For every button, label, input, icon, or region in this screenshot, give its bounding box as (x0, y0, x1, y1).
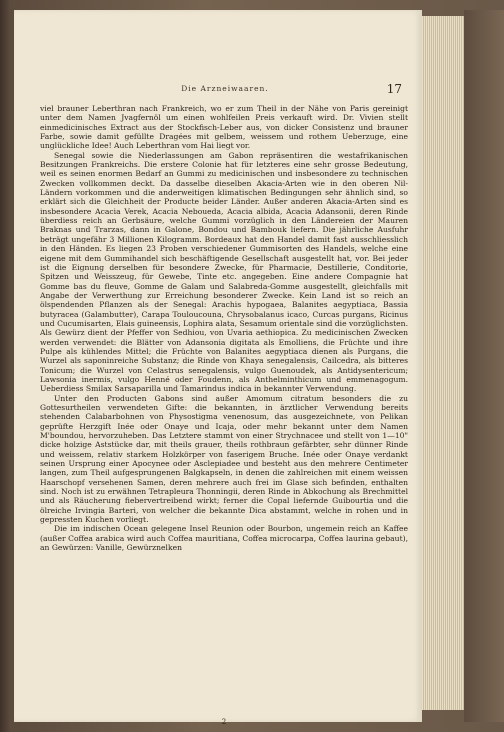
paragraph-cod-liver-oil: viel brauner Leberthran nach Frankreich, wo er zum Theil in der Nähe von Paris gereinigt unter dem Namen Jvagfernöl um einen wohlfeilen Preis verkauft wird. Dr. Vivien stellt einmedicinisches Extract aus der Stockfisch-Leber aus, von dicker Consistenz und brauner Farbe, sowie damit gefüllte Dragées mit gelbem, weissem und rothem Ueberzuge, eine unglückliche Idee! Auch Leberthran vom Hai liegt vor. (40, 104, 408, 151)
running-title: Die Arzneiwaaren. (181, 84, 269, 93)
page-edges (422, 16, 466, 710)
body-text (40, 104, 408, 726)
book-cover-edge (464, 10, 504, 722)
page-header (40, 84, 410, 98)
paragraph-gabon: Unter den Producten Gabons sind außer Amomum citratum besonders die zu Gottesurtheilen verwendeten Gifte: die bekannten, in ärztlicher Verwendung bereits stehenden Calabarbohnen von Physostigma venenosum, das ausgezeichnete, von Pelikan geprüfte Herzgift Inée oder Onaye und Icaja, oder mehr bekannt unter dem Namen M'boundou, hervorzuheben. Das Letztere stammt von einer Strychnacee und stellt von 1—10" dicke holzige Aststücke dar, mit theils grauer, theils rothbraun gefärbter, sehr dünner Rinde und weissem, relativ starkem Holzkörper von faserigem Bruche. Inée oder Onaye verdankt seinen Ursprung einer Apocynee oder Asclepiadee und besteht aus den mehrere Centimeter langen, zum Theil aufgesprungenen Balgkapseln, in denen die zahlreichen mit einem weissen Haarschopf versehenen Samen, deren mehrere auch frei im Glase sich befinden, enthalten sind. Noch ist zu erwähnen Tetrapleura Thonningii, deren Rinde in Abkochung als Brechmittel und als Räucherung fiebervertreibend wirkt; ferner die Copal liefernde Guibourtia und die ölreiche Irvingia Barteri, von welcher die bekannte Dica abstammt, welche in rohen und in gepressten Kuchen vorliegt. (40, 393, 408, 525)
paragraph-senegal: Senegal sowie die Niederlassungen am Gabon repräsentiren die westafrikanischen Besitzungen Frankreichs. Die erstere Colonie hat für letzteres eine sehr grosse Bedeutung, weil es seinen enormen Bedarf an Gummi zu medicinischen und insbesondere zu technischen Zwecken vollkommen deckt. Da dasselbe dieselben Akacia-Arten wie in den oberen Nil-Ländern vorkommen und die anderweitigen klimatischen Bedingungen sehr ähnlich sind, so erklärt sich die Gleichheit der Producte beider Länder. Außer anderen Akacia-Arten sind es insbesondere Acacia Verek, Acacia Neboueda, Acacia albida, Acacia Adansonii, deren Rinde überdiess reich an Gerbsäure, welche Gummi vorzüglich in den Ländereien der Mauren Braknas und Trarzas, dann in Galone, Bondou und Bambouk liefern. Die jährliche Ausfuhr beträgt ungefähr 3 Millionen Kilogramm. Bordeaux hat den Handel damit fast ausschliesslich in den Händen. Es liegen 23 Proben verschiedener Gummisorten des Handels, welche eine eigene mit dem Gummihandel sich beschäftigende Gesellschaft ausgestellt hat, vor. Bei jeder ist die Eignung derselben für besondere Zwecke, für Pharmacie, Destillerie, Conditorie, Spitzen und Weisszeug, für Gewebe, Tinte etc. angegeben. Eine andere Compagnie hat Gomme bas du fleuve, Gomme de Galam und Salabreda-Gomme ausgestellt, gleichfalls mit Angabe der Verwerthung zur Erreichung besonderer Zwecke. Kein Land ist so reich an ölspendenden Pflanzen als der Senegal: Arachis hypogaea, Balanites aegyptiaca, Bassia butyracea (Galambutter), Carapa Touloucouna, Chrysobalanus icaco, Curcas purgans, Ricinus und Cucumisarten, Elais guineensis, Lophira alata, Sesamum orientale sind die vorzüglichsten. Als Gewürz dient der Pfeffer von Sedhiou, von Uvaria aethiopica. Zu medicinischen Zwecken werden verwendet: die Blätter von Adansonia digitata als Emolliens, die Früchte und ihre Pulpe als kühlendes Mittel; die Früchte von Balanites aegyptiaca dienen als Purgans, die Wurzel als saponinreiche Substanz; die Rinde von Khaya senegalensis, Cailcedra, als bitteres Tonicum; die Wurzel von Celastrus senegalensis, vulgo Guenoudek, als Antidysentericum; Lawsonia inermis, vulgo Henné oder Foudenn, als Anthelminthicum und emmenagogum. Ueberdiess Smilax Sarsaparilla und Tamarindus indica in bekannter Verwendung. (40, 150, 408, 394)
signature-mark: 2 (221, 718, 227, 726)
paragraph-reunion: Die im indischen Ocean gelegene Insel Reunion oder Bourbon, ungemein reich an Kaffee (außer Coffea arabica wird auch Coffea mauritiana, Coffea microcarpa, Coffea laurina gebaut), an Gewürzen: Vanille, Gewürznelken (40, 524, 408, 553)
book-spine (0, 0, 10, 732)
page-number: 17 (386, 82, 402, 96)
